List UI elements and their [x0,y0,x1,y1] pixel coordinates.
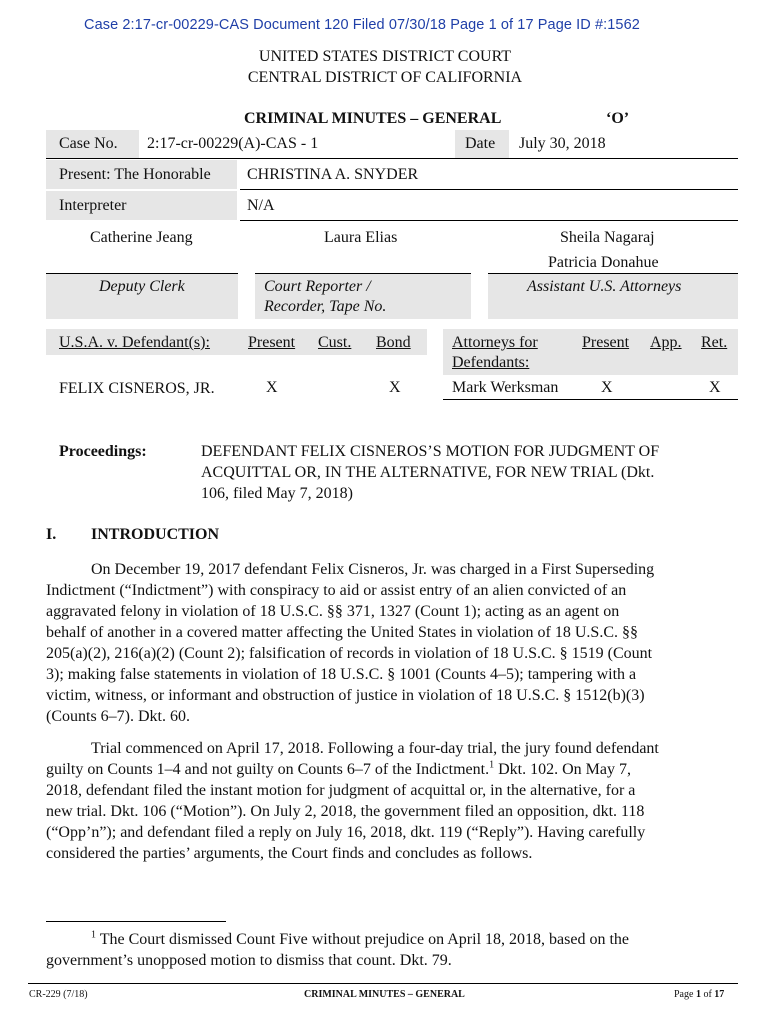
attorneys-header-line2: Defendants: [452,354,530,371]
footnote-reference[interactable]: 1 [489,759,495,771]
appointed-header: App. [650,334,682,351]
proceedings-line2: ACQUITTAL OR, IN THE ALTERNATIVE, FOR NEW TRIAL (Dkt. [201,464,655,481]
form-title: CRIMINAL MINUTES – GENERAL [244,110,502,127]
paragraph-line: On December 19, 2017 defendant Felix Cisneros, Jr. was charged in a First Superseding [91,561,655,578]
footnote-marker: 1 [91,929,96,941]
court-name-line1: UNITED STATES DISTRICT COURT [258,48,512,65]
date-value: July 30, 2018 [519,135,606,152]
case-number: 2:17-cr-00229(A)-CAS - 1 [147,135,319,152]
case-header-stamp: Case 2:17-cr-00229-CAS Document 120 Filed 07/30/18 Page 1 of 17 Page ID #:1562 [84,17,640,33]
reporter-role-line2: Recorder, Tape No. [264,298,387,315]
attorney-present-mark: X [601,379,613,396]
reporter-role-line1: Court Reporter / [264,278,371,295]
proceedings-label: Proceedings: [59,443,147,460]
defense-attorney-name: Mark Werksman [452,379,559,396]
divider [46,158,738,159]
footer-title: CRIMINAL MINUTES – GENERAL [304,989,465,1000]
divider [240,189,738,190]
paragraph-line: 205(a)(2), 216(a)(2) (Count 2); falsification of records in violation of 18 U.S.C. § 1519 (Count [46,645,653,662]
proceedings-line1: DEFENDANT FELIX CISNEROS’S MOTION FOR JUDGMENT OF [201,443,660,460]
page-current: 1 [695,989,701,1000]
attorney-name-1: Sheila Nagaraj [560,229,655,246]
divider [240,220,738,221]
court-name-line2: CENTRAL DISTRICT OF CALIFORNIA [247,69,523,86]
footnote-line1 [91,931,629,949]
paragraph-line: victim, witness, or informant and obstruction of justice in violation of 18 U.S.C. § 1512(b)(3) [46,687,645,704]
present-header: Present [248,334,296,351]
paragraph-text: guilty on Counts 1–4 and not guilty on Counts 6–7 of the Indictment. [46,761,490,778]
attorneys-header-line1: Attorneys for [452,334,538,351]
footnote-line2: government’s unopposed motion to dismiss that count. Dkt. 79. [46,952,452,969]
present-label: Present: The Honorable [59,166,211,183]
paragraph-text: Dkt. 102. On May 7, [494,761,631,778]
section-title: INTRODUCTION [91,526,220,543]
judge-name: CHRISTINA A. SNYDER [247,166,419,183]
attorney-retained-mark: X [709,379,721,396]
retained-header: Ret. [701,334,728,351]
paragraph-line: 3); making false statements in violation of 18 U.S.C. § 1001 (Counts 4–5); tampering with a [46,666,637,683]
paragraph-line: Trial commenced on April 17, 2018. Following a four-day trial, the jury found defendant [91,740,659,757]
paragraph-2 [46,738,721,864]
page-total: 17 [714,989,725,1000]
paragraph-line: aggravated felony in violation of 18 U.S.C. §§ 371, 1327 (Count 1); acting as an agent on [46,603,620,620]
form-flag: ‘O’ [606,110,630,127]
section-number: I. [46,526,57,543]
clerk-role: Deputy Clerk [99,278,185,295]
interpreter-value: N/A [247,197,275,214]
paragraph-line: new trial. Dkt. 106 (“Motion”). On July 2, 2018, the government filed an opposition, dkt. 118 [46,803,645,820]
paragraph-line: (Counts 6–7). Dkt. 60. [46,708,190,725]
paragraph-line: 2018, defendant filed the instant motion for judgment of acquittal or, in the alternative, for a [46,782,636,799]
interpreter-label: Interpreter [59,197,127,214]
page-of: of [700,989,715,1000]
footnote-text: The Court dismissed Count Five without prejudice on April 18, 2018, based on the [96,931,629,948]
divider [443,399,738,400]
defendant-bond-mark: X [389,379,401,396]
paragraph-1 [46,559,721,727]
paragraph-line: considered the parties’ arguments, the Court finds and concludes as follows. [46,845,533,862]
paragraph-line: behalf of another in a covered matter affecting the United States in violation of 18 U.S.C. §§ [46,624,638,641]
footer-rule [28,983,738,984]
defendants-header: U.S.A. v. Defendant(s): [59,334,210,351]
page-prefix: Page [674,989,696,1000]
clerk-name: Catherine Jeang [90,229,193,246]
paragraph-line: Indictment (“Indictment”) with conspiracy to aid or assist entry of an alien convicted of an [46,582,627,599]
reporter-name: Laura Elias [324,229,398,246]
footer-form-code: CR-229 (7/18) [29,989,88,1000]
custody-header: Cust. [318,334,352,351]
footnote-separator [46,921,226,922]
case-no-label: Case No. [59,135,118,152]
bond-header: Bond [376,334,411,351]
paragraph-line: (“Opp’n”); and defendant filed a reply on July 16, 2018, dkt. 119 (“Reply”). Having carefully [46,824,646,841]
attorney-role: Assistant U.S. Attorneys [527,278,682,295]
footer-page-number [674,989,724,1000]
defendant-name: FELIX CISNEROS, JR. [59,380,215,397]
paragraph-line [46,759,721,780]
defendant-present-mark: X [266,379,278,396]
attorney-name-2: Patricia Donahue [548,254,659,271]
date-label: Date [465,135,496,152]
attorney-present-header: Present [582,334,630,351]
proceedings-line3: 106, filed May 7, 2018) [201,485,353,502]
